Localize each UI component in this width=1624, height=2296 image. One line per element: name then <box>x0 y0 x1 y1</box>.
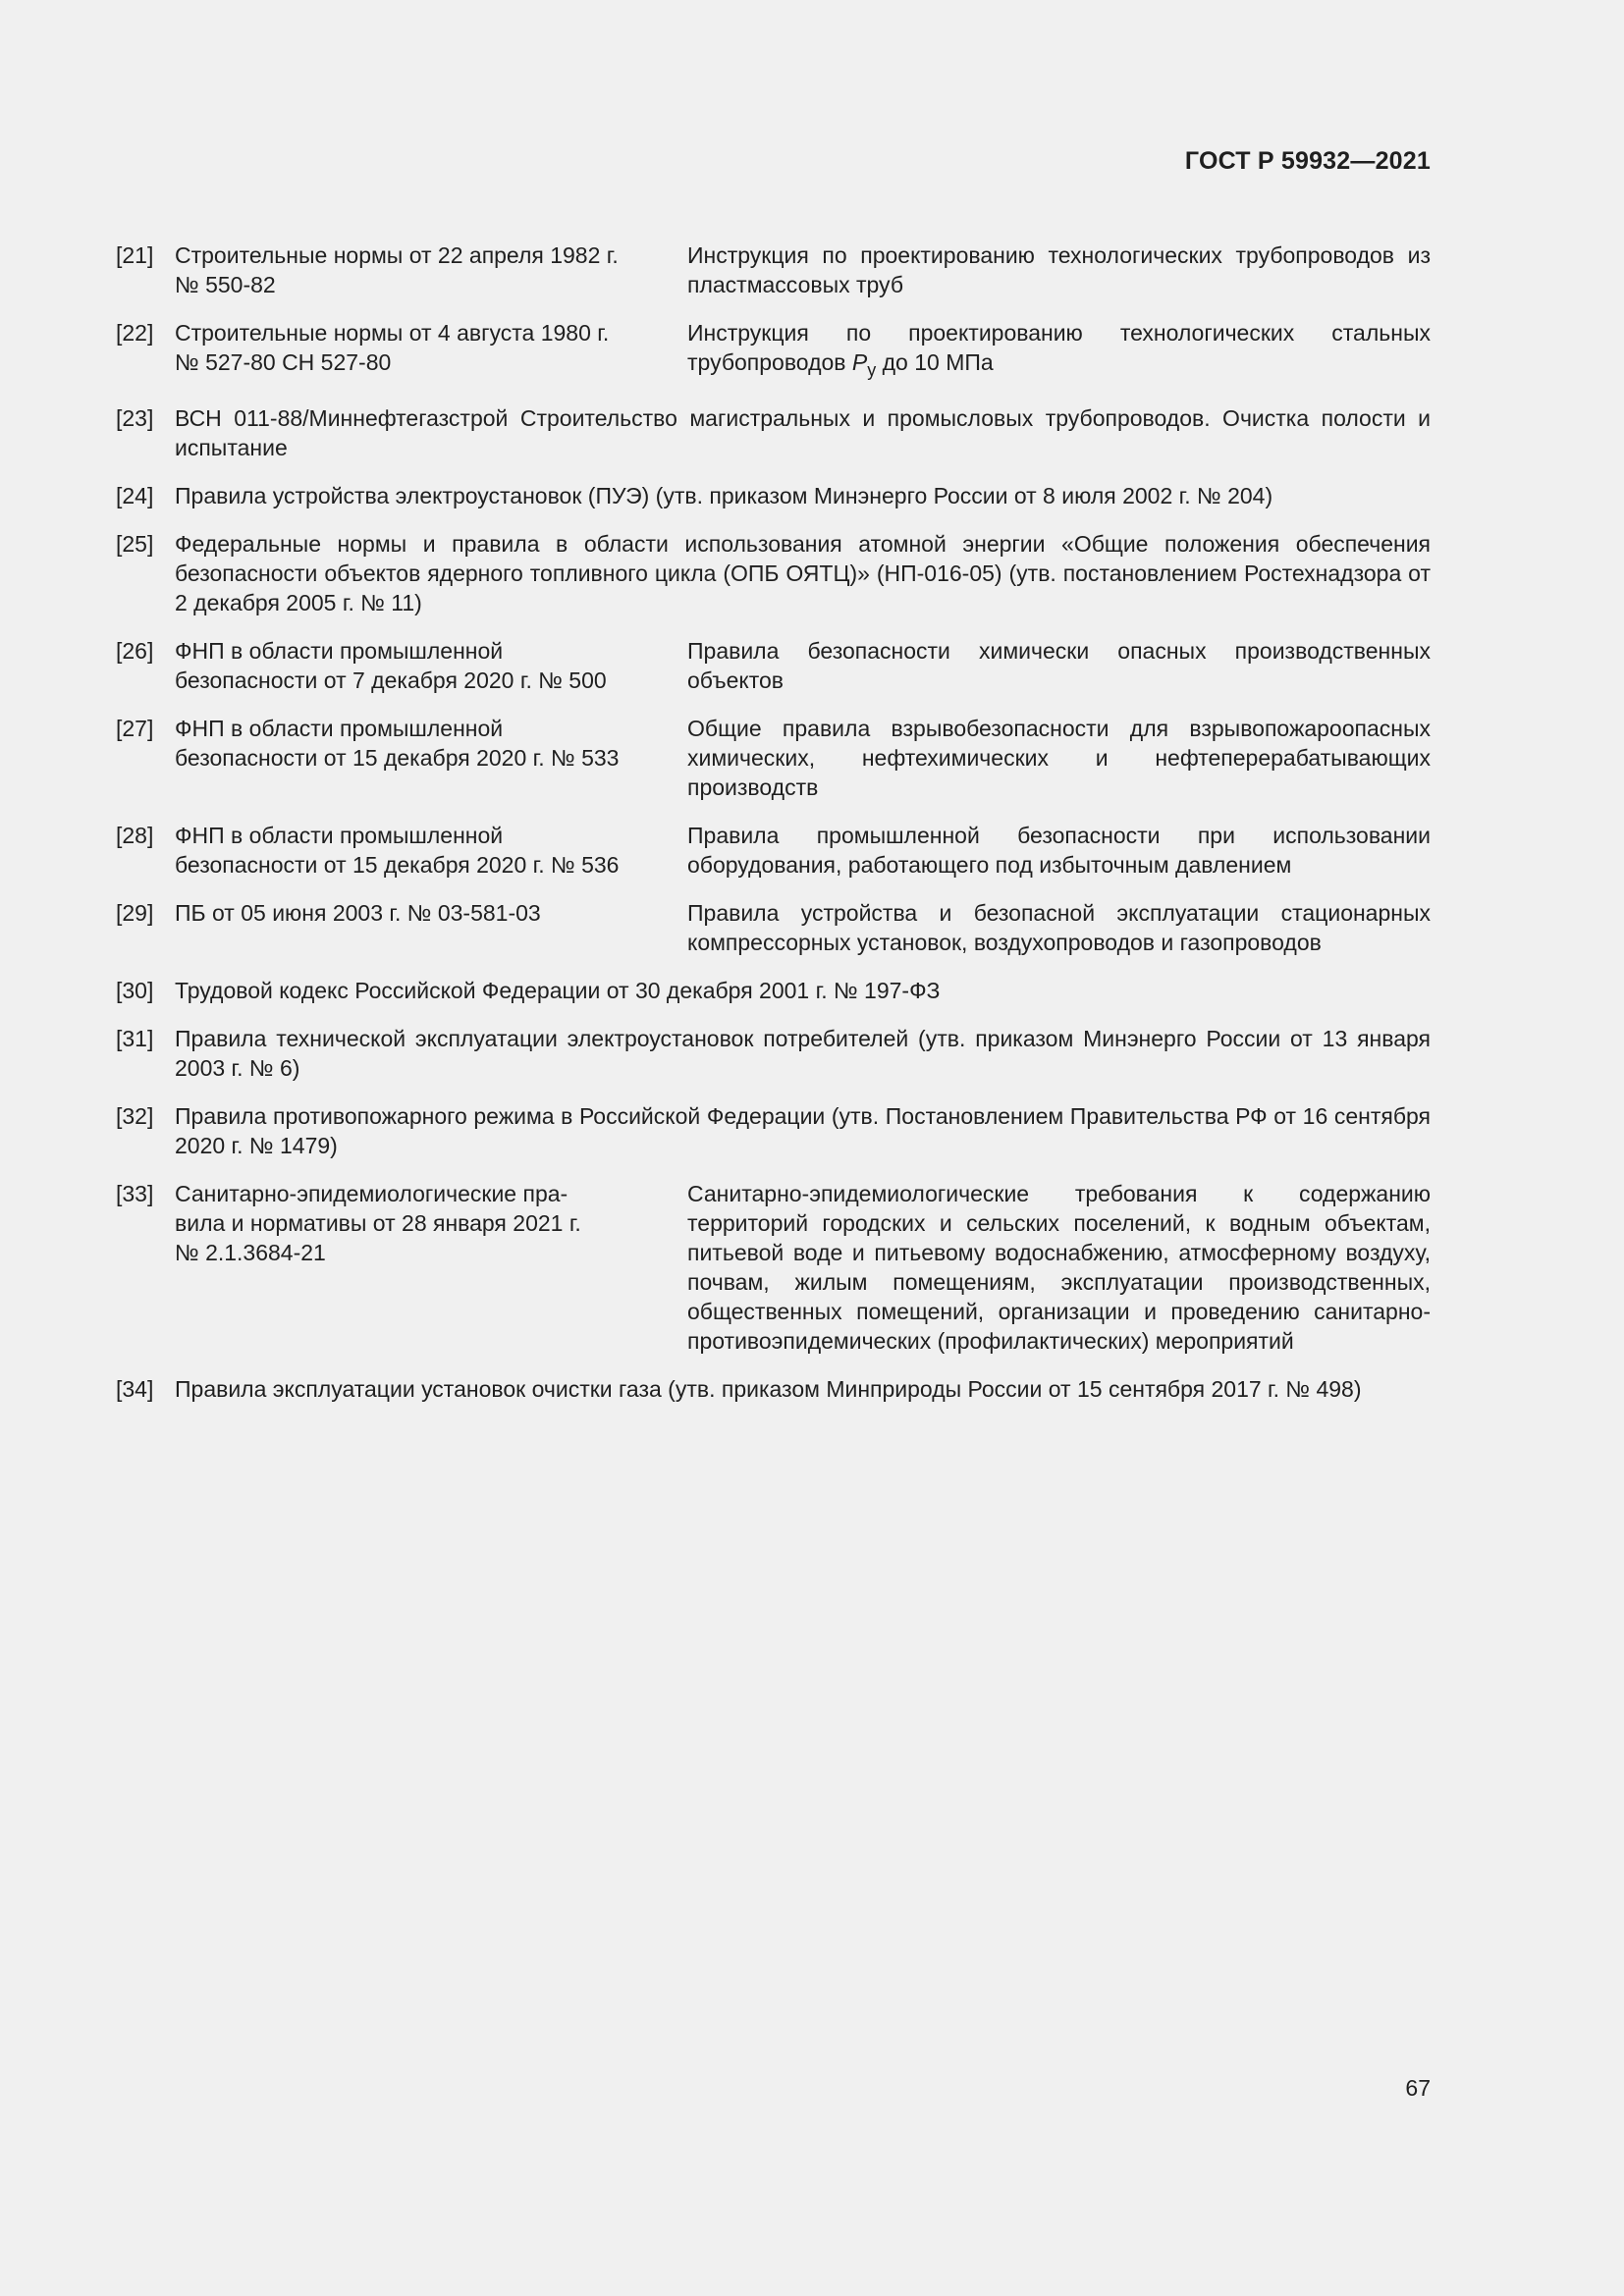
reference-text: Правила противопожарного режима в Российской Федерации (утв. Постановлением Правительства РФ от 16 сентября 2020 г. № 1479) <box>175 1103 1431 1158</box>
reference-text: Правила устройства электроустановок (ПУЭ) (утв. приказом Минэнерго России от 8 июля 2002 г. № 204) <box>175 483 1273 508</box>
reference-item-29 <box>116 898 1431 957</box>
reference-source: ПБ от 05 июня 2003 г. № 03-581-03 <box>175 900 541 926</box>
reference-item-24 <box>116 481 1431 510</box>
reference-source: ФНП в области промышленной безопасности от 15 декабря 2020 г. № 533 <box>175 716 620 771</box>
reference-item-31 <box>116 1024 1431 1083</box>
reference-number: [27] <box>116 716 154 741</box>
reference-number: [29] <box>116 900 154 926</box>
reference-title: Инструкция по проектированию технологических трубопроводов из пластмассовых труб <box>687 242 1431 297</box>
reference-text: Федеральные нормы и правила в области использования атомной энергии «Общие положения обеспечения безопасности объектов ядерного топливного цикла (ОПБ ОЯТЦ)» (НП-016-05) (утв. постановлением Ростехнадзора от 2 декабря 2005 г. № 11) <box>175 531 1431 615</box>
reference-source: ФНП в области промышленной безопасности от 7 декабря 2020 г. № 500 <box>175 638 607 693</box>
reference-number: [23] <box>116 405 154 431</box>
reference-text: ВСН 011-88/Миннефтегазстрой Строительство магистральных и промысловых трубопроводов. Очистка полости и испытание <box>175 405 1431 460</box>
reference-source: Санитарно-эпидемиологические пра- вила и нормативы от 28 января 2021 г. № 2.1.3684-21 <box>175 1181 581 1265</box>
reference-source: Строительные нормы от 22 апреля 1982 г. № 550-82 <box>175 242 619 297</box>
reference-item-32 <box>116 1101 1431 1160</box>
reference-number: [28] <box>116 823 154 848</box>
reference-number: [30] <box>116 978 154 1003</box>
document-id-header: ГОСТ Р 59932—2021 <box>1184 147 1431 175</box>
reference-item-34 <box>116 1374 1431 1404</box>
reference-item-22 <box>116 318 1431 385</box>
reference-text: Правила технической эксплуатации электроустановок потребителей (утв. приказом Минэнерго России от 13 января 2003 г. № 6) <box>175 1026 1431 1081</box>
reference-number: [25] <box>116 531 154 557</box>
reference-title: Правила устройства и безопасной эксплуатации стационарных компрессорных установок, воздухопроводов и газопроводов <box>687 900 1431 955</box>
reference-title: Общие правила взрывобезопасности для взрывопожароопасных химических, нефтехимических и нефтеперерабатывающих производств <box>687 716 1431 800</box>
references-list <box>116 240 1431 1422</box>
reference-text: Трудовой кодекс Российской Федерации от 30 декабря 2001 г. № 197-ФЗ <box>175 978 941 1003</box>
reference-number: [24] <box>116 483 154 508</box>
pressure-symbol: P <box>851 349 868 375</box>
reference-item-21 <box>116 240 1431 299</box>
reference-source: Строительные нормы от 4 августа 1980 г. № 527-80 СН 527-80 <box>175 320 610 375</box>
reference-item-25 <box>116 529 1431 617</box>
reference-title: Инструкция по проектированию технологических стальных трубопроводов $P_у$ до 10 МПа <box>687 320 1431 380</box>
reference-source: ФНП в области промышленной безопасности от 15 декабря 2020 г. № 536 <box>175 823 620 878</box>
reference-number: [22] <box>116 320 154 346</box>
reference-item-26 <box>116 636 1431 695</box>
page-number: 67 <box>1405 2075 1431 2101</box>
reference-number: [32] <box>116 1103 154 1129</box>
pressure-subscript: у <box>867 360 877 380</box>
reference-title: Правила безопасности химически опасных производственных объектов <box>687 638 1431 693</box>
reference-title: Санитарно-эпидемиологические требования к содержанию территорий городских и сельских поселений, к водным объектам, питьевой воде и питьевому водоснабжению, атмосферному воздуху, почвам, жилым помещениям, эксплуатации производственных, общественных помещений, организации и проведению санитарно-противоэпидемических (профилактических) мероприятий <box>687 1181 1431 1354</box>
reference-item-23 <box>116 403 1431 462</box>
reference-number: [26] <box>116 638 154 664</box>
reference-number: [34] <box>116 1376 154 1402</box>
reference-number: [31] <box>116 1026 154 1051</box>
reference-item-33 <box>116 1179 1431 1356</box>
reference-item-30 <box>116 976 1431 1005</box>
reference-number: [21] <box>116 242 154 268</box>
reference-item-28 <box>116 821 1431 880</box>
reference-title: Правила промышленной безопасности при использовании оборудования, работающего под избыточным давлением <box>687 823 1431 878</box>
reference-item-27 <box>116 714 1431 802</box>
reference-text: Правила эксплуатации установок очистки газа (утв. приказом Минприроды России от 15 сентября 2017 г. № 498) <box>175 1376 1362 1402</box>
reference-number: [33] <box>116 1181 154 1206</box>
